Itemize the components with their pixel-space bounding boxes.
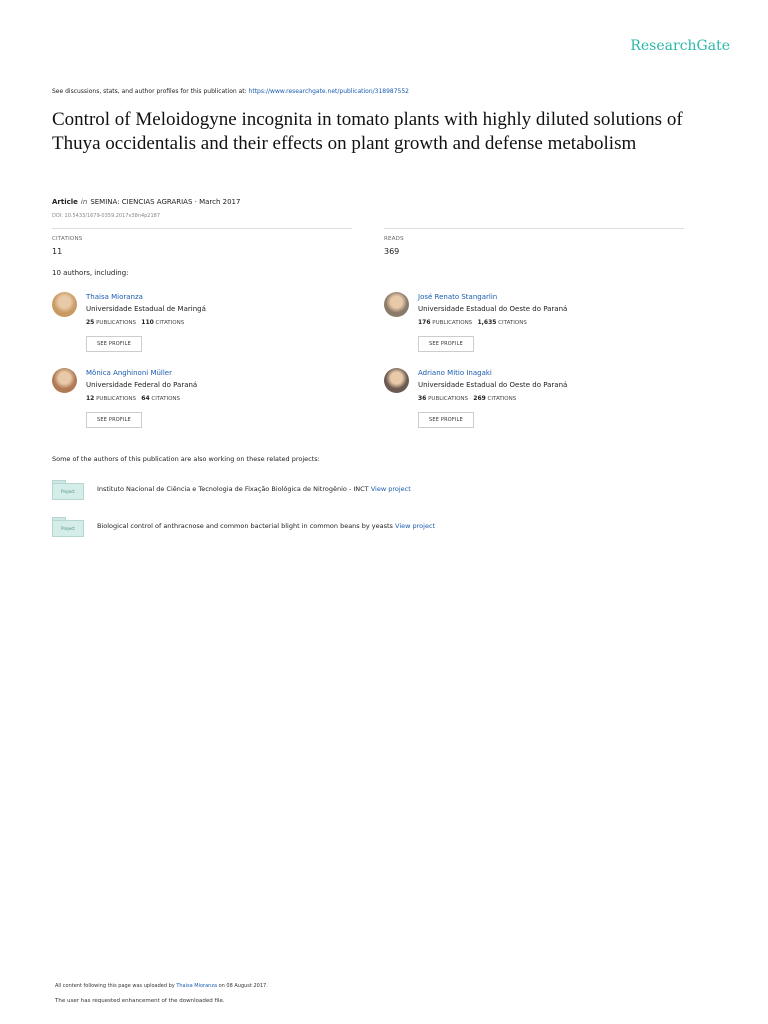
view-project-link[interactable]: View project — [395, 522, 436, 530]
publication-link[interactable]: https://www.researchgate.net/publication/318987552 — [248, 88, 409, 95]
researchgate-logo[interactable]: ResearchGate — [630, 38, 730, 54]
author-institution: Universidade Federal do Paraná — [86, 381, 198, 389]
article-type: Article — [52, 198, 78, 206]
related-projects-heading: Some of the authors of this publication are also working on these related projects: — [52, 455, 320, 463]
author-institution: Universidade Estadual do Oeste do Paraná — [418, 305, 568, 313]
enhancement-note: The user has requested enhancement of the downloaded file. — [55, 998, 225, 1004]
project-folder-icon: Project — [52, 480, 84, 500]
citations-value: 11 — [52, 247, 63, 256]
project-title: Instituto Nacional de Ciência e Tecnologia de Fixação Biológica de Nitrogênio - INCT View project — [97, 485, 411, 493]
see-profile-button[interactable]: SEE PROFILE — [86, 412, 142, 428]
project-title: Biological control of anthracnose and common bacterial blight in common beans by yeasts View project — [97, 522, 436, 530]
publication-title: Control of Meloidogyne incognita in tomato plants with highly diluted solutions of Thuya occidentalis and their effects on plant growth and defense metabolism — [52, 109, 683, 154]
author-avatar[interactable] — [52, 292, 77, 317]
author-avatar[interactable] — [384, 368, 409, 393]
project-folder-icon: Project — [52, 517, 84, 537]
author-card — [384, 292, 684, 352]
author-stats: 12 PUBLICATIONS 64 CITATIONS — [86, 395, 181, 402]
author-name[interactable]: Mônica Anghinoni Müller — [86, 369, 172, 377]
see-profile-button[interactable]: SEE PROFILE — [418, 336, 474, 352]
author-name[interactable]: Adriano Mitio Inagaki — [418, 369, 492, 377]
upload-note: All content following this page was uploaded by Thaisa Mioranza on 08 August 2017. — [55, 983, 268, 989]
citations-stat — [52, 228, 352, 256]
reads-value: 369 — [384, 247, 400, 256]
authors-count: 10 authors, including: — [52, 269, 129, 277]
author-institution: Universidade Estadual de Maringá — [86, 305, 206, 313]
reads-stat — [384, 228, 684, 256]
reads-label: READS — [384, 236, 404, 242]
author-name[interactable]: José Renato Stangarlin — [418, 293, 498, 301]
author-card — [384, 368, 684, 428]
uploader-link[interactable]: Thaisa Mioranza — [176, 983, 218, 989]
see-profile-button[interactable]: SEE PROFILE — [418, 412, 474, 428]
author-institution: Universidade Estadual do Oeste do Paraná — [418, 381, 568, 389]
publication-meta — [52, 198, 240, 206]
project-item — [52, 517, 712, 537]
author-avatar[interactable] — [52, 368, 77, 393]
author-name[interactable]: Thaisa Mioranza — [86, 293, 143, 301]
meta-in: in — [80, 198, 88, 206]
journal-info: SEMINA: CIENCIAS AGRARIAS · March 2017 — [90, 198, 241, 206]
author-card — [52, 292, 352, 352]
view-project-link[interactable]: View project — [370, 485, 411, 493]
author-stats: 36 PUBLICATIONS 269 CITATIONS — [418, 395, 517, 402]
citations-label: CITATIONS — [52, 236, 83, 242]
see-profile-button[interactable]: SEE PROFILE — [86, 336, 142, 352]
discussions-line — [52, 88, 409, 95]
discussions-text: See discussions, stats, and author profiles for this publication at: — [52, 88, 249, 95]
author-stats: 25 PUBLICATIONS 110 CITATIONS — [86, 319, 185, 326]
author-stats: 176 PUBLICATIONS 1,635 CITATIONS — [418, 319, 527, 326]
author-card — [52, 368, 352, 428]
project-item — [52, 480, 712, 500]
author-avatar[interactable] — [384, 292, 409, 317]
doi[interactable]: DOI: 10.5433/1679-0359.2017v38n4p2187 — [52, 213, 161, 219]
